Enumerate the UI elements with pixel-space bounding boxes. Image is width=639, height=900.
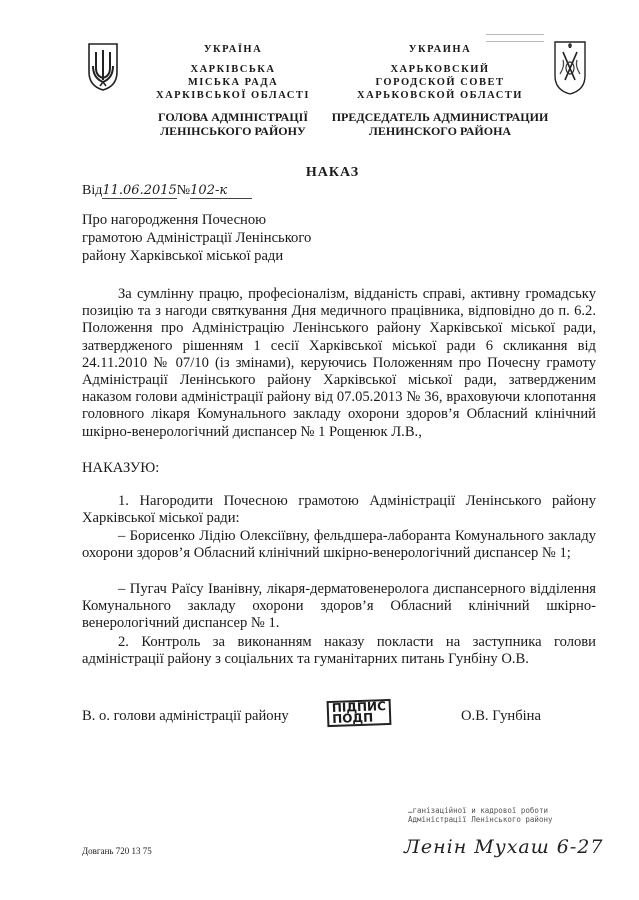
item-person-2: – Пугач Раїсу Іванівну, лікаря-дерматовенеролога диспансерного відділення Комунального закладу охорони здоров’я Обласний клінічний шкірно-венерологічний диспансер № 1.: [82, 581, 596, 632]
kharkiv-emblem-icon: [553, 40, 587, 96]
signature-stamp-line2: ПОДП: [331, 710, 374, 726]
date-prefix: Від: [82, 183, 103, 198]
signature-stamp: [327, 699, 392, 727]
header-left-org-line2: МІСЬКА РАДА: [187, 77, 279, 88]
signature-stamp-line1: ПІДПИС: [331, 699, 387, 715]
header-right-position-line1: ПРЕДСЕДАТЕЛЬ АДМИНИСТРАЦИИ: [331, 110, 549, 124]
subject: [82, 211, 311, 265]
executor-contact: Довгань 720 13 75: [82, 846, 152, 856]
item-person-1: – Борисенко Лідію Олексіївну, фельдшера-лаборанта Комунального закладу охорони здоров’я Обласний клінічний шкірно-венерологічний диспансер № 1;: [82, 528, 596, 562]
order-word: НАКАЗУЮ:: [82, 460, 160, 476]
footer-stamp-line2: Адміністрації Ленінського району: [408, 815, 553, 824]
date-line: [82, 183, 252, 199]
footer-handwritten-note: Ленін Мухаш 6-27: [404, 836, 604, 858]
header-right-position: [330, 110, 550, 138]
header-right-org-line1: ХАРЬКОВСКИЙ: [390, 64, 490, 75]
subject-line1: Про нагородження Почесною: [82, 212, 267, 228]
item-2: 2. Контроль за виконанням наказу покласти на заступника голови адміністрації району з соціальних та гуманітарних питань Гунбіну О.В.: [82, 634, 596, 668]
header-left-position-line1: ГОЛОВА АДМІНІСТРАЦІЇ: [158, 110, 308, 124]
header-right-country: УКРАИНА: [408, 44, 472, 55]
header-right-org-line3: ХАРЬКОВСКОЙ ОБЛАСТИ: [357, 90, 523, 101]
header-left-country: УКРАЇНА: [203, 44, 263, 55]
header-right-position-line2: ЛЕНИНСКОГО РАЙОНА: [368, 124, 512, 138]
header-right-org-line2: ГОРОДСКОЙ СОВЕТ: [375, 77, 505, 88]
signature-name: О.В. Гунбіна: [461, 708, 541, 724]
footer-stamp-line1: …ганізаційної и кадрової роботи: [408, 806, 548, 815]
header-left-org-line3: ХАРКІВСЬКОЇ ОБЛАСТІ: [156, 90, 310, 101]
ukraine-coat-of-arms-icon: [87, 42, 119, 92]
header-left-org-line1: ХАРКІВСЬКА: [190, 64, 276, 75]
date-handwritten: 11.06.2015: [102, 183, 177, 198]
header-left-position: [138, 110, 328, 138]
signature-position: В. о. голови адміністрації району: [82, 708, 289, 724]
subject-line2: грамотою Адміністрації Ленінського: [82, 230, 312, 246]
number-handwritten: 102-к: [190, 183, 252, 199]
item-1: 1. Нагородити Почесною грамотою Адміністрації Ленінського району Харківської міської ради:: [82, 493, 596, 527]
header-left: [148, 43, 318, 102]
header-left-position-line2: ЛЕНІНСЬКОГО РАЙОНУ: [160, 124, 306, 138]
stamp-mark: [486, 34, 544, 42]
subject-line3: району Харківської міської ради: [82, 248, 284, 264]
footer-stamp: [408, 806, 553, 824]
document-title: НАКАЗ: [305, 165, 360, 180]
header-right: [350, 43, 530, 102]
preamble-paragraph: За сумлінну працю, професіоналізм, відданість справі, активну громадську позицію та з нагоди святкування Дня медичного працівника, відповідно до п. 6.2. Положення про Адміністрацію Ленінського району Харківської міської ради, затвердженого рішенням 1 сесії Харківської міської ради 6 скликання від 24.11.2010 № 07/10 (із змінами), керуючись Положенням про Почесну грамоту Адміністрації Ленінського району Харківської міської ради, затвердженим наказом голови адміністрації району від 07.05.2013 № 36, враховуючи клопотання головного лікаря Комунального закладу охорони здоров’я Обласний клінічний шкірно-венерологічний диспансер № 1 Рощенюк Л.В.,: [82, 286, 596, 440]
number-label: №: [176, 183, 191, 198]
